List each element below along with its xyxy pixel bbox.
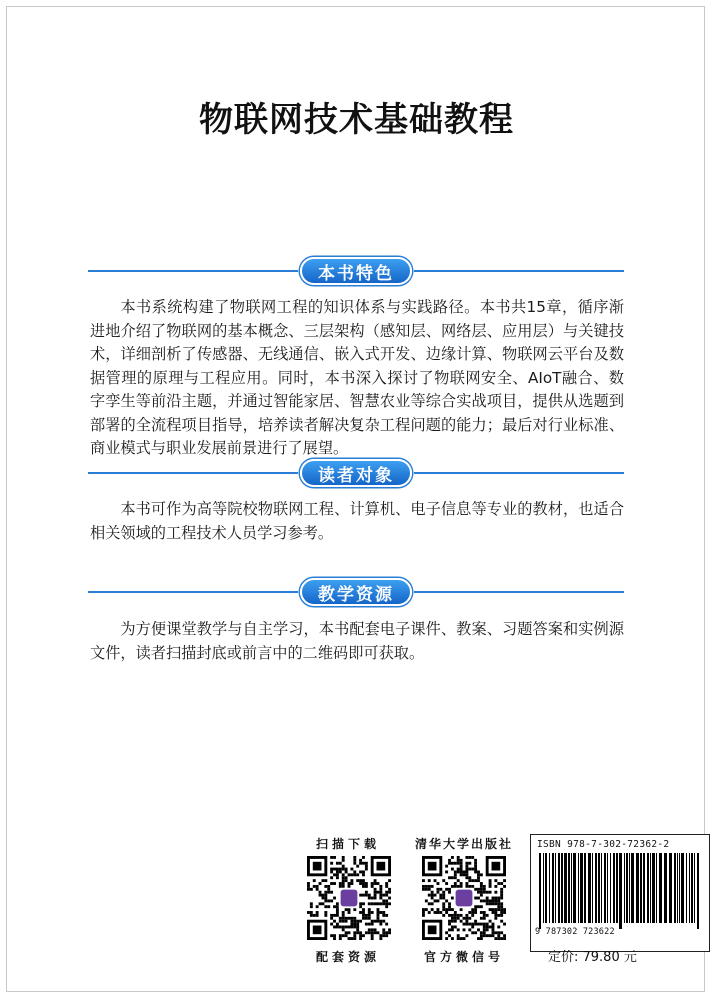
divider-left <box>88 472 298 474</box>
isbn-number: ISBN 978-7-302-72362-2 <box>537 839 670 850</box>
section-pill-features: 本书特色 <box>300 257 412 285</box>
qr-top-label-download: 扫描下载 <box>315 837 380 851</box>
qr-top-label-publisher: 清华大学出版社 <box>414 837 513 851</box>
divider-right <box>414 270 624 272</box>
qr-bottom-label-resources: 配套资源 <box>315 950 380 964</box>
section-pill-audience: 读者对象 <box>300 459 412 487</box>
book-title: 物联网技术基础教程 <box>199 100 514 140</box>
resources-paragraph: 为方便课堂教学与自主学习，本书配套电子课件、教案、习题答案和实例源文件，读者扫描封底或前言中的二维码即可获取。 <box>90 620 624 662</box>
qr-code-wechat[interactable] <box>422 856 506 940</box>
barcode-icon <box>539 853 703 929</box>
isbn-barcode-box <box>530 834 710 952</box>
section-header-audience <box>88 459 624 487</box>
divider-left <box>88 591 298 593</box>
divider-right <box>414 591 624 593</box>
section-header-features <box>88 257 624 285</box>
divider-left <box>88 270 298 272</box>
price-label: 定价: 79.80 元 <box>548 950 637 965</box>
qr-code-resources[interactable] <box>307 856 391 940</box>
ean-digits: 9 787302 723622 <box>535 927 615 937</box>
features-paragraph: 本书系统构建了物联网工程的知识体系与实践路径。本书共15章，循序渐进地介绍了物联网的基本概念、三层架构（感知层、网络层、应用层）与关键技术，详细剖析了传感器、无线通信、嵌入式开发、边缘计算、物联网云平台及数据管理的原理与工程应用。同时，本书深入探讨了物联网安全、AIoT融合、数字孪生等前沿主题，并通过智能家居、智慧农业等综合实战项目，提供从选题到部署的全流程项目指导，培养读者解决复杂工程问题的能力；最后对行业标准、商业模式与职业发展前景进行了展望。 <box>90 298 624 457</box>
divider-right <box>414 472 624 474</box>
qr-bottom-label-wechat: 官方微信号 <box>423 950 504 964</box>
audience-paragraph: 本书可作为高等院校物联网工程、计算机、电子信息等专业的教材，也适合相关领域的工程技术人员学习参考。 <box>90 500 624 542</box>
section-pill-resources: 教学资源 <box>300 578 412 606</box>
section-header-resources <box>88 578 624 606</box>
